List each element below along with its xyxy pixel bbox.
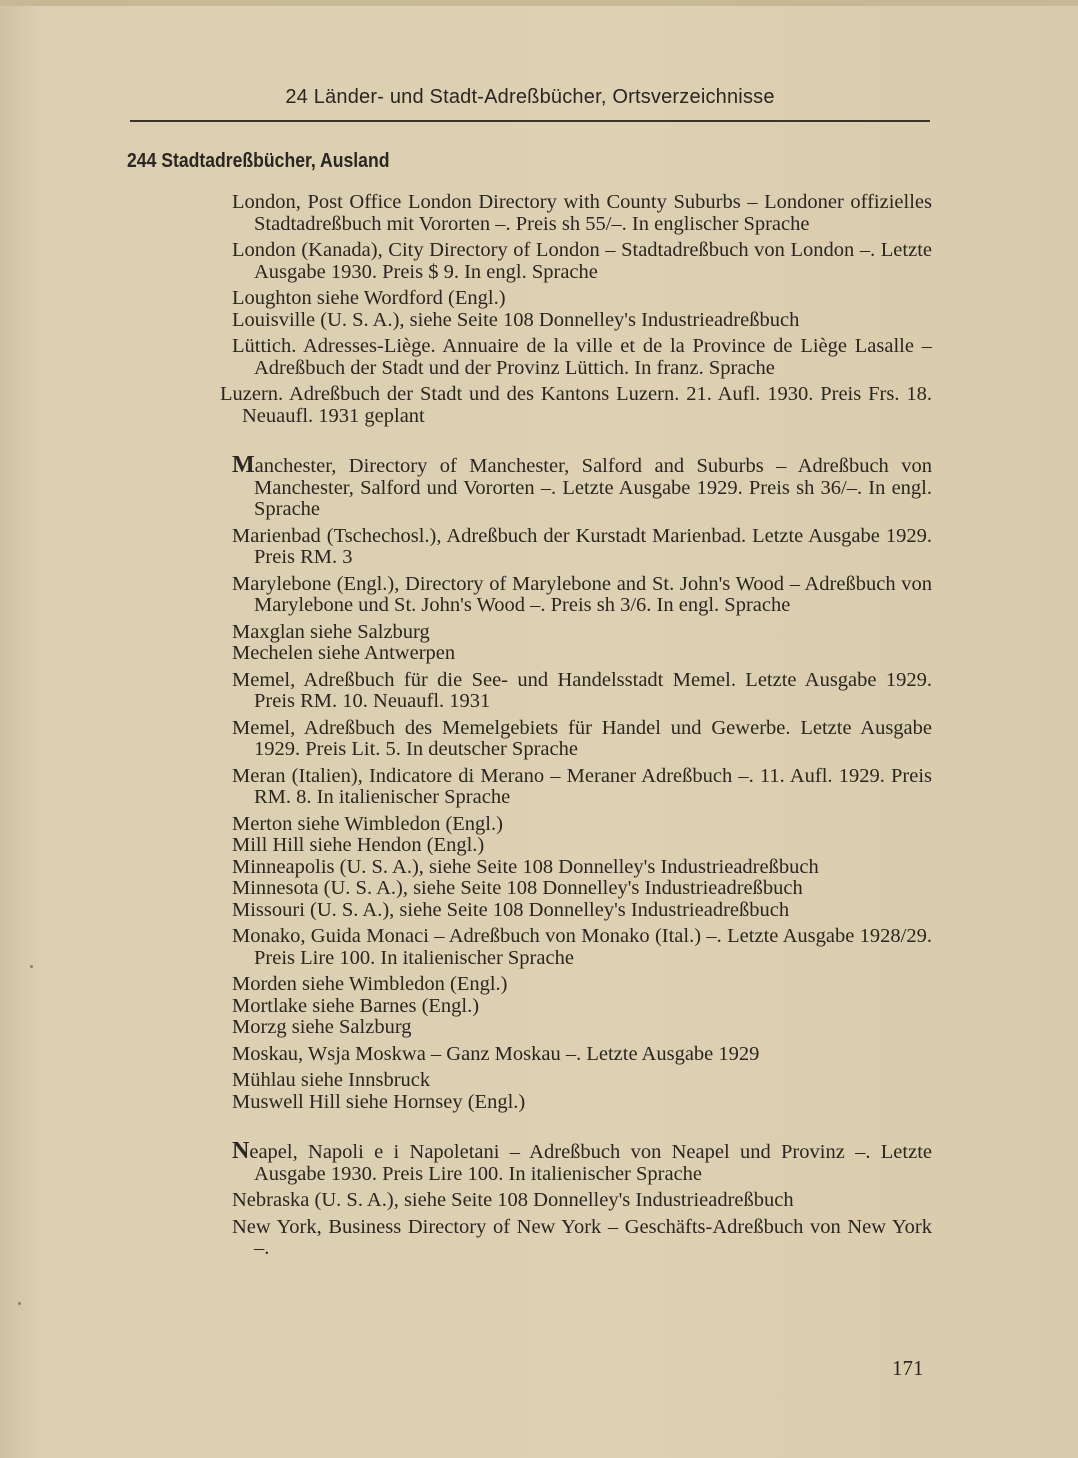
list-item: Monako, Guida Monaci – Adreßbuch von Monako (Ital.) –. Letzte Ausgabe 1928/29. Preis Lire 100. In italienischer Sprache bbox=[232, 925, 932, 969]
paper-speck bbox=[18, 1302, 21, 1305]
list-item bbox=[232, 452, 932, 521]
list-item: Nebraska (U. S. A.), siehe Seite 108 Donnelley's Industrieadreßbuch bbox=[232, 1189, 794, 1211]
list-item: Minneapolis (U. S. A.), siehe Seite 108 Donnelley's Industrieadreßbuch bbox=[232, 855, 819, 878]
list-item: Meran (Italien), Indicatore di Merano – Meraner Adreßbuch –. 11. Aufl. 1929. Preis RM. 8. In italienischer Sprache bbox=[232, 764, 932, 808]
list-item: Mechelen siehe Antwerpen bbox=[232, 642, 456, 664]
list-item: Missouri (U. S. A.), siehe Seite 108 Donnelley's Industrieadreßbuch bbox=[232, 898, 790, 921]
section-title: 244 Stadtadreßbücher, Ausland bbox=[127, 150, 390, 172]
list-item: Mortlake siehe Barnes (Engl.) bbox=[232, 994, 480, 1017]
list-item: Muswell Hill siehe Hornsey (Engl.) bbox=[232, 1090, 526, 1113]
section-initial-n: N bbox=[232, 1138, 250, 1164]
list-item: London, Post Office London Directory with County Suburbs – Londoner offizielles Stadtadreßbuch mit Vororten –. Preis sh 55/–. In englischer Sprache bbox=[232, 191, 932, 235]
list-item: Memel, Adreßbuch des Memelgebiets für Handel und Gewerbe. Letzte Ausgabe 1929. Preis Lit. 5. In deutscher Sprache bbox=[232, 716, 932, 760]
paper-speck bbox=[30, 965, 33, 968]
list-item: Maxglan siehe Salzburg bbox=[232, 620, 430, 643]
page-number: 171 bbox=[892, 1356, 924, 1380]
page-top-edge bbox=[0, 0, 1078, 6]
list-item: Lüttich. Adresses-Liège. Annuaire de la ville et de la Province de Liège Lasalle – Adreßbuch der Stadt und der Provinz Lüttich. In franz. Sprache bbox=[232, 335, 932, 379]
list-item: Moskau, Wsja Moskwa – Ganz Moskau –. Letzte Ausgabe 1929 bbox=[232, 1042, 760, 1065]
list-item: Merton siehe Wimbledon (Engl.) bbox=[232, 812, 503, 835]
list-item: Louisville (U. S. A.), siehe Seite 108 Donnelley's Industrieadreßbuch bbox=[232, 308, 800, 331]
list-item: Luzern. Adreßbuch der Stadt und des Kantons Luzern. 21. Aufl. 1930. Preis Frs. 18. Neuaufl. 1931 geplant bbox=[220, 383, 932, 427]
list-item: London (Kanada), City Directory of London – Stadtadreßbuch von London –. Letzte Ausgabe 1930. Preis $ 9. In engl. Sprache bbox=[232, 239, 932, 283]
list-item: Mühlau siehe Innsbruck bbox=[232, 1069, 431, 1091]
entry-text: eapel, Napoli e i Napoletani – Adreßbuch von Neapel und Provinz –. Letzte Ausgabe 1930. Preis Lire 100. In italienischer Sprache bbox=[249, 1141, 932, 1185]
list-item bbox=[232, 1138, 932, 1185]
list-item: Marienbad (Tschechosl.), Adreßbuch der Kurstadt Marienbad. Letzte Ausgabe 1929. Preis RM. 3 bbox=[232, 524, 932, 568]
list-item: Memel, Adreßbuch für die See- und Handelsstadt Memel. Letzte Ausgabe 1929. Preis RM. 10. Neuaufl. 1931 bbox=[232, 668, 932, 712]
section-initial-m: M bbox=[232, 452, 255, 478]
entry-text: anchester, Directory of Manchester, Salford and Suburbs – Adreßbuch von Manchester, Salford und Vororten –. Letzte Ausgabe 1929. Preis sh 36/–. In engl. Sprache bbox=[254, 455, 932, 520]
running-header: 24 Länder- und Stadt-Adreßbücher, Ortsverzeichnisse bbox=[285, 86, 775, 108]
list-item: New York, Business Directory of New York – Geschäfts-Adreßbuch von New York –. bbox=[232, 1215, 932, 1259]
list-item: Marylebone (Engl.), Directory of Marylebone and St. John's Wood – Adreßbuch von Marylebone und St. John's Wood –. Preis sh 3/6. In engl. Sprache bbox=[232, 572, 932, 616]
entry-list bbox=[220, 191, 932, 1260]
list-item: Mill Hill siehe Hendon (Engl.) bbox=[232, 834, 485, 856]
list-item: Morzg siehe Salzburg bbox=[232, 1016, 412, 1038]
list-item: Loughton siehe Wordford (Engl.) bbox=[232, 287, 506, 309]
list-item: Morden siehe Wimbledon (Engl.) bbox=[232, 973, 508, 995]
list-item: Minnesota (U. S. A.), siehe Seite 108 Donnelley's Industrieadreßbuch bbox=[232, 877, 803, 899]
header-rule bbox=[130, 120, 930, 122]
